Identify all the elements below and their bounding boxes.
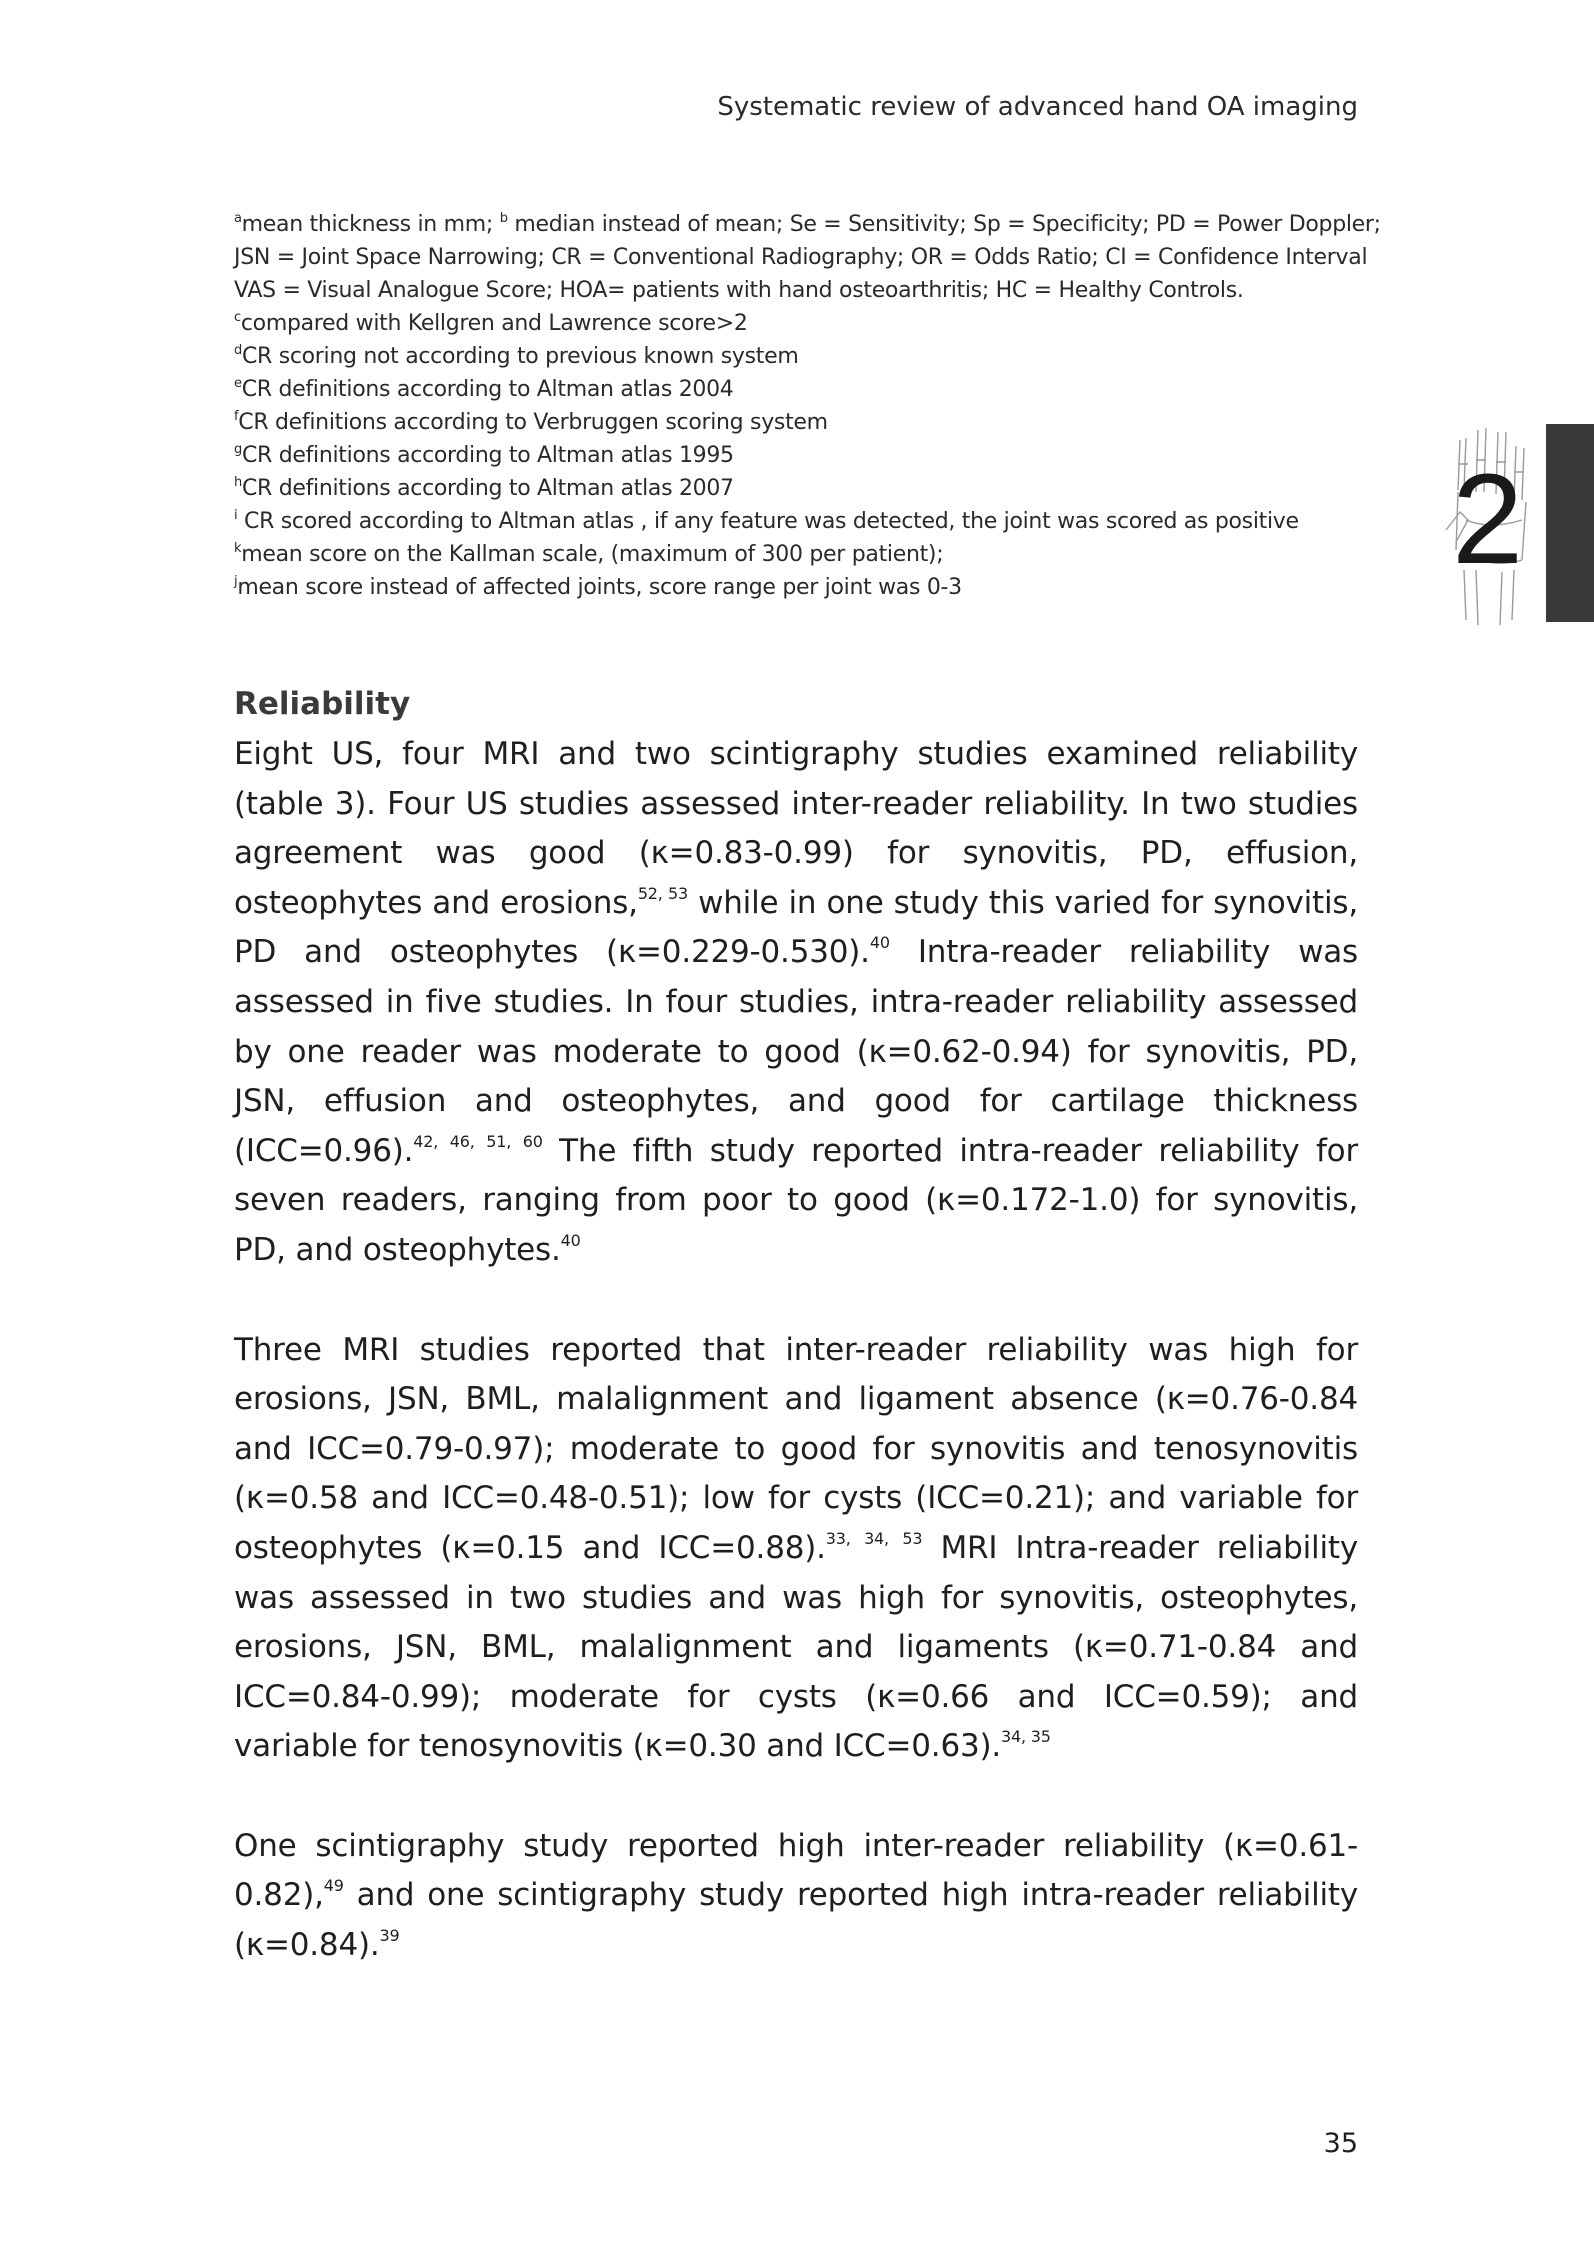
citation-ref: 52, 53 <box>637 883 688 903</box>
footnote-line: $^h$CR definitions according to Altman atlas 2007 <box>234 475 734 501</box>
citation-ref: 42, 46, 51, 60 <box>413 1131 543 1151</box>
footnote-mark: k <box>234 541 242 556</box>
page-number: 35 <box>1323 2128 1358 2159</box>
footnote-line: $^e$CR definitions according to Altman atlas 2004 <box>234 376 734 402</box>
footnote-mark: i <box>234 508 238 523</box>
reliability-section <box>234 682 1358 1971</box>
paragraph-mri: Three MRI studies reported that inter-reader reliability was high for erosions, JSN, BML, malalignment and ligament absence (κ=0.76-0.84 and ICC=0.79-0.97); moderate to good for synovitis and tenosynovitis (κ=0.58 and ICC=0.48-0.51); low for cysts (ICC=0.21); and variable for osteophytes (κ=0.15 and ICC=0.88).$^{33, 34, 53}$ MRI Intra-reader reliability was assessed in two studies and was high for synovitis, osteophytes, erosions, JSN, BML, malalignment and ligaments (κ=0.71-0.84 and ICC=0.84-0.99); moderate for cysts (κ=0.66 and ICC=0.59); and variable for tenosynovitis (κ=0.30 and ICC=0.63).$^{34, 35}$ <box>234 1331 1358 1765</box>
footnote-line: $^j$mean score instead of affected joints, score range per joint was 0-3 <box>234 574 962 600</box>
footnote-line: JSN = Joint Space Narrowing; CR = Conventional Radiography; OR = Odds Ratio; CI = Confidence Interval <box>234 245 1368 270</box>
footnote-mark: d <box>234 343 242 358</box>
footnote-line: $^i$ CR scored according to Altman atlas , if any feature was detected, the joint was scored as positive <box>234 508 1299 534</box>
footnote-mark: f <box>234 409 239 424</box>
footnote-mark: a <box>234 211 242 226</box>
citation-ref: 34, 35 <box>1001 1727 1051 1747</box>
citation-ref: 39 <box>379 1926 400 1946</box>
citation-ref: 40 <box>560 1230 581 1250</box>
footnote-mark: j <box>234 574 238 589</box>
footnote-mark: b <box>499 211 508 226</box>
chapter-tab <box>1546 424 1594 622</box>
footnote-line: $^c$compared with Kellgren and Lawrence score>2 <box>234 310 748 336</box>
footnote-line: $^k$mean score on the Kallman scale, (maximum of 300 per patient); <box>234 541 944 567</box>
footnote-line: $^d$CR scoring not according to previous known system <box>234 343 799 369</box>
section-heading: Reliability <box>234 686 411 722</box>
citation-ref: 33, 34, 53 <box>825 1528 923 1548</box>
footnote-line: $^a$mean thickness in mm; $^b$ median instead of mean; Se = Sensitivity; Sp = Specificity; PD = Power Doppler; <box>234 211 1381 237</box>
running-header: Systematic review of advanced hand OA imaging <box>717 92 1358 122</box>
footnote-line: $^f$CR definitions according to Verbruggen scoring system <box>234 409 828 435</box>
footnote-line: $^g$CR definitions according to Altman atlas 1995 <box>234 442 734 468</box>
chapter-number: 2 <box>1452 448 1524 591</box>
footnote-line: VAS = Visual Analogue Score; HOA= patients with hand osteoarthritis; HC = Healthy Controls. <box>234 278 1244 303</box>
citation-ref: 49 <box>323 1876 344 1896</box>
table-footnotes <box>234 208 1381 604</box>
paragraph-scintigraphy: One scintigraphy study reported high inter-reader reliability (κ=0.61-0.82),$^{49}$ and one scintigraphy study reported high intra-reader reliability (κ=0.84).$^{39}$ <box>234 1827 1358 1964</box>
paragraph-us: Eight US, four MRI and two scintigraphy studies examined reliability (table 3). Four US studies assessed inter-reader reliability. In two studies agreement was good (κ=0.83-0.99) for synovitis, PD, effusion, osteophytes and erosions,$^{52, 53}$ while in one study this varied for synovitis, PD and osteophytes (κ=0.229-0.530).$^{40}$ Intra-reader reliability was assessed in five studies. In four studies, intra-reader reliability assessed by one reader was moderate to good (κ=0.62-0.94) for synovitis, PD, JSN, effusion and osteophytes, and good for cartilage thickness (ICC=0.96).$^{42, 46, 51, 60}$ The fifth study reported intra-reader reliability for seven readers, ranging from poor to good (κ=0.172-1.0) for synovitis, PD, and osteophytes.$^{40}$ <box>234 736 1359 1268</box>
footnote-mark: c <box>234 310 241 325</box>
footnote-mark: g <box>234 442 242 457</box>
citation-ref: 40 <box>869 933 890 953</box>
footnote-mark: h <box>234 475 242 490</box>
footnote-mark: e <box>234 376 242 391</box>
